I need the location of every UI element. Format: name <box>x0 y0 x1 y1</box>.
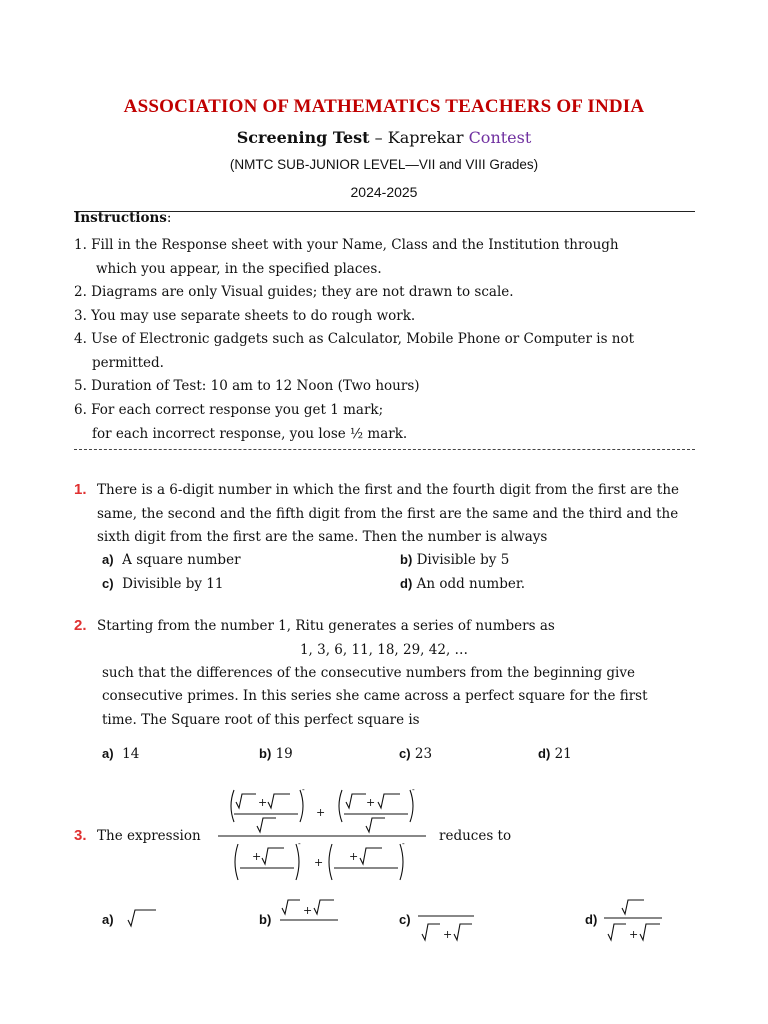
instruction-line: permitted. <box>92 355 164 371</box>
option-b[interactable]: b) <box>259 912 272 927</box>
number-series: 1, 3, 6, 11, 18, 29, 42, … <box>299 642 469 658</box>
instruction-line: 2. Diagrams are only Visual guides; they are not drawn to scale. <box>74 284 514 300</box>
plus-sign: + <box>366 796 376 809</box>
year-text: 2024-2025 <box>350 184 418 200</box>
question-number: 2. <box>74 617 87 634</box>
option-c[interactable]: c) Divisible by 11 <box>102 576 224 592</box>
option-d[interactable]: d) 21 <box>538 746 572 762</box>
instruction-line: 6. For each correct response you get 1 mark; <box>74 402 384 418</box>
plus-sign: + <box>314 856 324 869</box>
option-a[interactable]: a) 14 <box>102 746 140 762</box>
contest-word: Contest <box>468 128 532 147</box>
plus-sign: + <box>303 904 313 917</box>
question-2-line: consecutive primes. In this series she came across a perfect square for the first <box>102 688 648 704</box>
question-2-line: time. The Square root of this perfect square is <box>102 712 420 728</box>
section-divider <box>74 449 695 450</box>
option-a[interactable]: a) <box>102 912 114 927</box>
option-d-expression <box>602 896 666 948</box>
organization-title: ASSOCIATION OF MATHEMATICS TEACHERS OF INDIA <box>123 96 645 117</box>
option-c[interactable]: c) 23 <box>399 746 433 762</box>
exponent-sign: - <box>302 785 305 794</box>
exponent-sign: - <box>298 839 301 848</box>
option-c[interactable]: c) <box>399 912 411 927</box>
question-1-line: same, the second and the fifth digit from the first are the same and the third and the <box>97 506 679 522</box>
instruction-line: 5. Duration of Test: 10 am to 12 Noon (Two hours) <box>74 378 420 394</box>
option-a-radical <box>126 904 158 930</box>
option-d[interactable]: d) <box>585 912 598 927</box>
instruction-line: for each incorrect response, you lose ½ mark. <box>92 426 408 442</box>
exponent-sign: - <box>412 785 415 794</box>
exponent-sign: - <box>402 839 405 848</box>
question-3-prefix: The expression <box>97 828 201 844</box>
option-b-expression <box>278 896 340 928</box>
instruction-line: 1. Fill in the Response sheet with your Name, Class and the Institution through <box>74 237 619 253</box>
expression-figure <box>214 782 434 888</box>
question-2-line: such that the differences of the consecutive numbers from the beginning give <box>102 665 635 681</box>
question-1-line: There is a 6-digit number in which the first and the fourth digit from the first are the <box>97 482 680 498</box>
level-text: (NMTC SUB-JUNIOR LEVEL—VII and VIII Grades) <box>229 157 539 172</box>
question-1-line: sixth digit from the first are the same. Then the number is always <box>97 529 548 545</box>
option-d[interactable]: d) An odd number. <box>400 576 526 592</box>
plus-sign: + <box>349 850 359 863</box>
instruction-line: 3. You may use separate sheets to do rough work. <box>74 308 416 324</box>
question-3-suffix: reduces to <box>439 828 512 844</box>
question-number: 3. <box>74 827 87 844</box>
plus-sign: + <box>316 806 326 819</box>
option-b[interactable]: b) 19 <box>259 746 293 762</box>
title-dash: – <box>369 128 388 147</box>
option-c-expression <box>416 906 478 948</box>
test-name: Screening Test <box>236 128 370 147</box>
contest-name: Kaprekar <box>387 128 469 147</box>
plus-sign: + <box>443 928 453 941</box>
instruction-line: 4. Use of Electronic gadgets such as Calculator, Mobile Phone or Computer is not <box>74 331 635 347</box>
instructions-heading: Instructions: <box>74 210 172 226</box>
option-a[interactable]: a) A square number <box>102 552 241 568</box>
question-number: 1. <box>74 481 87 498</box>
plus-sign: + <box>252 850 262 863</box>
instruction-line: which you appear, in the specified places. <box>96 261 382 277</box>
option-b[interactable]: b) Divisible by 5 <box>400 552 510 568</box>
test-title <box>0 128 768 147</box>
plus-sign: + <box>258 796 268 809</box>
question-2-line: Starting from the number 1, Ritu generates a series of numbers as <box>97 618 555 634</box>
plus-sign: + <box>629 928 639 941</box>
